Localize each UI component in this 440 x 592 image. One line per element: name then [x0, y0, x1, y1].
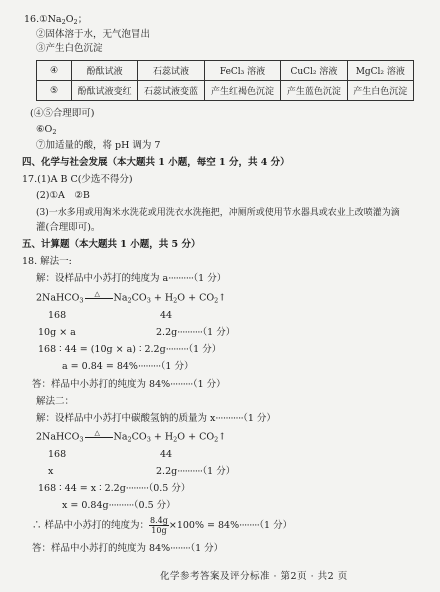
method1-equation: 2NaHCO$_3$ △ $Na_2CO_3 + H_2O$ + $CO_2↑$ — [36, 290, 227, 305]
method1-set-line: 解：设样品中小苏打的纯度为 a··········（1 分） — [36, 273, 227, 284]
method2-title: 解法二： — [36, 396, 75, 407]
method1-10g: 10g × a — [38, 327, 76, 338]
method2-answer-line: 答：样品中小苏打的纯度为 84%········（1 分） — [32, 543, 224, 554]
section5-heading: 五、计算题（本大题共 1 小题，共 5 分） — [22, 239, 201, 250]
q16-line1: $16.①Na_2O_2$； — [24, 14, 88, 26]
q16-line6: $⑥O_2$ — [36, 124, 57, 136]
method2-22g-line: 2.2g··········（1 分） — [156, 466, 236, 477]
section4-heading: 四、化学与社会发展（本大题共 1 小题，每空 1 分，共 4 分） — [22, 157, 290, 168]
method1-168: 168 — [48, 310, 67, 321]
purity-fraction: $\frac{8.4g}{10g}$ — [150, 516, 168, 535]
q16-line7: ⑦加适量的酸，将 pH 调为 7 — [36, 140, 161, 151]
q16-table — [36, 60, 414, 101]
method1-44: 44 — [160, 310, 173, 321]
method2-equation: 2NaHCO$_3$ △ $Na_2CO_3 + H_2O$ + $CO_2↑$ — [36, 429, 227, 444]
table-cell: ④ — [37, 61, 72, 81]
method1-ratio-line: 168 ∶ 44 = (10g × a) ∶ 2.2g·········（1 分） — [38, 344, 222, 355]
table-cell: 产生红褐色沉淀 — [204, 81, 280, 101]
q16-note: (④⑤合理即可) — [30, 108, 95, 119]
table-row — [37, 81, 414, 101]
method2-ratio-line: 168 ∶ 44 = x ∶ 2.2g·········（0.5 分） — [38, 483, 191, 494]
method1-22g-line: 2.2g··········（1 分） — [156, 327, 236, 338]
q16-line2: ②固体溶于水，无气泡冒出 — [36, 29, 151, 40]
q17-part1: 17.(1)A B C(少选不得分) — [22, 174, 133, 185]
method2-168: 168 — [48, 449, 67, 460]
table-cell: 石蕊试液变蓝 — [138, 81, 204, 101]
method2-set-line: 解：设样品中小苏打中碳酸氢钠的质量为 x···········（1 分） — [36, 413, 276, 424]
method2-x-value-line: x = 0.84g··········（0.5 分） — [62, 500, 176, 511]
page-footer: 化学参考答案及评分标准 · 第2页 · 共2 页 — [160, 571, 348, 582]
table-cell: FeCl₃ 溶液 — [204, 61, 280, 81]
table-cell: CuCl₂ 溶液 — [281, 61, 347, 81]
table-row — [37, 61, 414, 81]
q16-line3: ③产生白色沉淀 — [36, 43, 103, 54]
method1-result-line: a = 0.84 = 84%·········（1 分） — [62, 361, 194, 372]
method2-purity-line: ∴ 样品中小苏打的纯度为： $\frac{8.4g}{10g}$ ×100% = 84%········（1 分） — [32, 516, 293, 535]
heating-arrow: △ — [84, 292, 114, 304]
heating-arrow: △ — [84, 431, 114, 443]
table-cell: 产生蓝色沉淀 — [281, 81, 347, 101]
method2-44: 44 — [160, 449, 173, 460]
table-cell: 酚酞试液变红 — [72, 81, 138, 101]
q17-part2: (2)①A ②B — [36, 190, 90, 201]
method1-answer-line: 答：样品中小苏打的纯度为 84%·········（1 分） — [32, 379, 226, 390]
q17-part3-line2: 灌(合理即可)。 — [36, 222, 101, 233]
q18-title: 18. 解法一: — [22, 256, 72, 267]
table-cell: ⑤ — [37, 81, 72, 101]
method2-x: x — [48, 466, 54, 477]
table-cell: 酚酞试液 — [72, 61, 138, 81]
q17-part3-line1: (3)一水多用或用淘米水洗花或用洗衣水洗拖把，冲厕所或使用节水器具或农业上改喷灌为滴 — [36, 208, 400, 218]
table-cell: MgCl₂ 溶液 — [347, 61, 413, 81]
table-cell: 产生白色沉淀 — [347, 81, 413, 101]
table-cell: 石蕊试液 — [138, 61, 204, 81]
